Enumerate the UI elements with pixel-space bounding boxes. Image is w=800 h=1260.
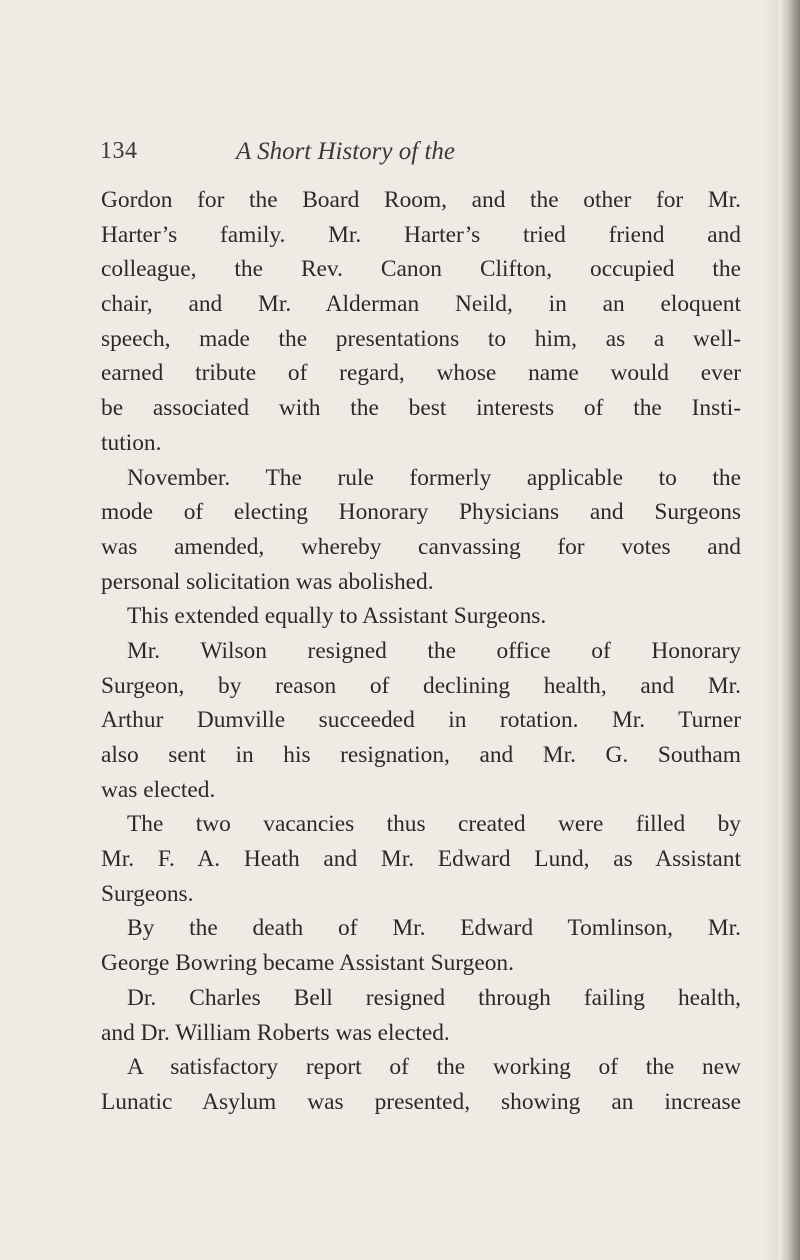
text-line: speech, made the presentations to him, as a well- [101, 325, 741, 352]
text-line: and Dr. William Roberts was elected. [101, 1019, 450, 1046]
page-header [100, 138, 740, 178]
text-line: The two vacancies thus created were filled by [127, 811, 741, 838]
page-number: 134 [100, 138, 138, 164]
text-line: George Bowring became Assistant Surgeon. [101, 950, 514, 977]
text-line: be associated with the best interests of the Insti- [101, 395, 741, 422]
page-edge-shadow [778, 0, 800, 1260]
running-title: A Short History of the [236, 138, 455, 165]
text-line: November. The rule formerly applicable to the [127, 464, 741, 491]
text-line: was amended, whereby canvassing for votes and [101, 533, 741, 560]
text-line: By the death of Mr. Edward Tomlinson, Mr. [127, 915, 741, 942]
text-line: Dr. Charles Bell resigned through failing health, [127, 984, 741, 1011]
text-line: A satisfactory report of the working of the new [127, 1054, 741, 1081]
text-line: Mr. Wilson resigned the office of Honorary [127, 637, 741, 664]
text-line: Surgeon, by reason of declining health, and Mr. [101, 672, 741, 699]
text-line: colleague, the Rev. Canon Clifton, occupied the [101, 256, 741, 283]
page-edge-shade [764, 0, 778, 1260]
text-line: Lunatic Asylum was presented, showing an increase [101, 1088, 741, 1115]
text-line: This extended equally to Assistant Surgeons. [127, 603, 547, 630]
text-line: was elected. [101, 776, 216, 803]
text-line: Arthur Dumville succeeded in rotation. Mr. Turner [101, 707, 741, 734]
text-line: Gordon for the Board Room, and the other for Mr. [101, 187, 741, 213]
text-line: earned tribute of regard, whose name would ever [101, 360, 741, 387]
text-line: chair, and Mr. Alderman Neild, in an eloquent [101, 291, 741, 318]
text-line: Harter’s family. Mr. Harter’s tried friend and [101, 221, 741, 248]
text-line: tution. [101, 429, 162, 456]
text-line: Mr. F. A. Heath and Mr. Edward Lund, as Assistant [101, 846, 741, 873]
text-line: mode of electing Honorary Physicians and Surgeons [101, 499, 741, 526]
body-text [101, 183, 741, 1120]
text-line: also sent in his resignation, and Mr. G. Southam [101, 742, 741, 768]
text-line: personal solicitation was abolished. [101, 568, 434, 595]
text-line: Surgeons. [101, 880, 194, 907]
